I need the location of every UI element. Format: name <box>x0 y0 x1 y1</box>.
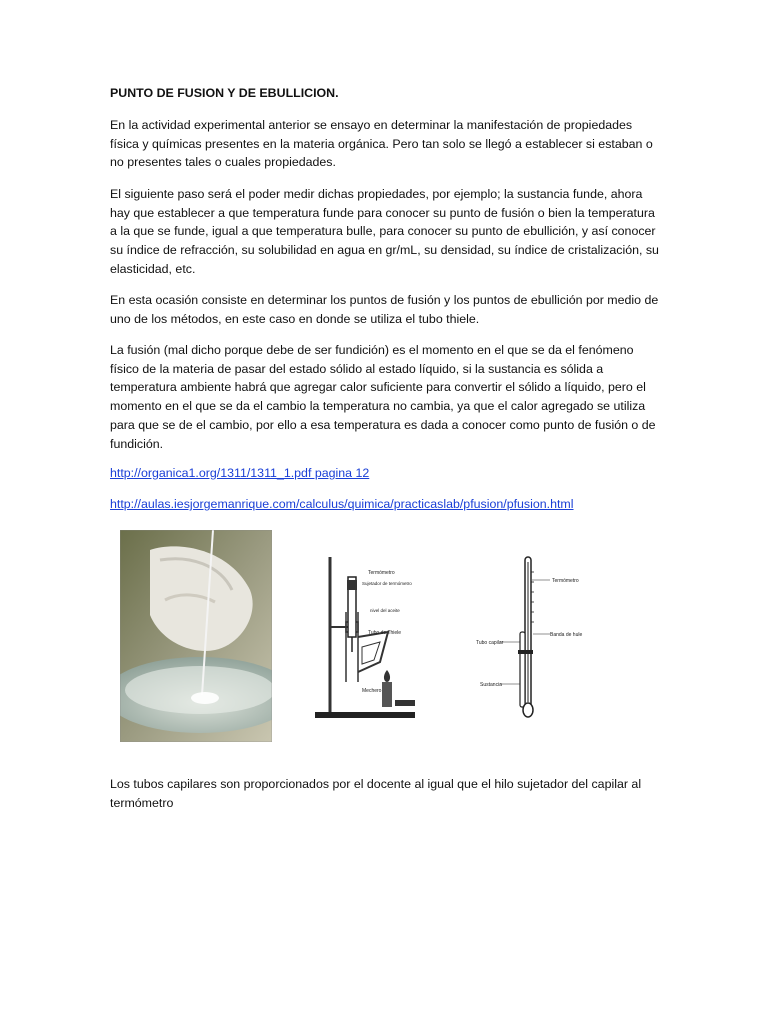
label-holder: Sujetador de termómetro <box>362 581 412 586</box>
closing-paragraph: Los tubos capilares son proporcionados por el docente al igual que el hilo sujetador del capilar al termómetro <box>110 777 642 810</box>
label-level: nivel del aceite <box>370 608 400 613</box>
label-substance: Sustancia <box>480 682 502 688</box>
paragraph-2: El siguiente paso será el poder medir dichas propiedades, por ejemplo; la sustancia funde, ahora hay que establecer a que temperatura funde para conocer su punto de fusión o bien la temperatura a la que se funde, igual a que temperatura bulle, para conocer su punto de ebullición, y así conocer su índice de refracción, su solubilidad en agua en gr/mL, su densidad, su índice de cristalización, su elasticidad, etc. <box>110 187 659 276</box>
label-thermometer: Termómetro <box>368 570 395 576</box>
label-thiele-tube: Tubo de Thiele <box>368 630 402 636</box>
paragraph-1: En la actividad experimental anterior se ensayo en determinar la manifestación de propiedades física y químicas presentes en la materia orgánica. Pero tan solo se llegó a establecer si estaban o no presentes tales o cuales propiedades. <box>110 118 653 170</box>
label-capillary: Tubo capilar <box>476 640 504 646</box>
document-title: PUNTO DE FUSION Y DE EBULLICION. <box>110 86 339 100</box>
link-aulas[interactable]: http://aulas.iesjorgemanrique.com/calculus/quimica/practicaslab/pfusion/pfusion.html <box>110 497 574 511</box>
label-termometro: Termómetro <box>552 578 579 584</box>
thiele-tube-diagram <box>310 552 425 722</box>
paragraph-3: En esta ocasión consiste en determinar los puntos de fusión y los puntos de ebullición por medio de uno de los métodos, en este caso en donde se utiliza el tubo thiele. <box>110 293 659 326</box>
link-organica[interactable]: http://organica1.org/1311/1311_1.pdf pagina 12 <box>110 466 370 480</box>
capillary-photo <box>120 530 272 742</box>
label-burner: Mechero <box>362 688 382 694</box>
paragraph-4: La fusión (mal dicho porque debe de ser fundición) es el momento en el que se da el fenómeno físico de la materia de pasar del estado sólido al estado líquido, si la sustancia es sólida a temperatura ambiente habrá que agregar calor suficiente para convertir el sólido a líquido, pero el momento en el que se da el cambio la temperatura no cambia, ya que el calor agregado se utiliza para que se de el cambio, por ello a esa temperatura es dada a conocer como punto de fusión o de fundición. <box>110 343 656 451</box>
label-band: Banda de hule <box>550 632 583 638</box>
capillary-thermometer-diagram <box>470 552 590 722</box>
